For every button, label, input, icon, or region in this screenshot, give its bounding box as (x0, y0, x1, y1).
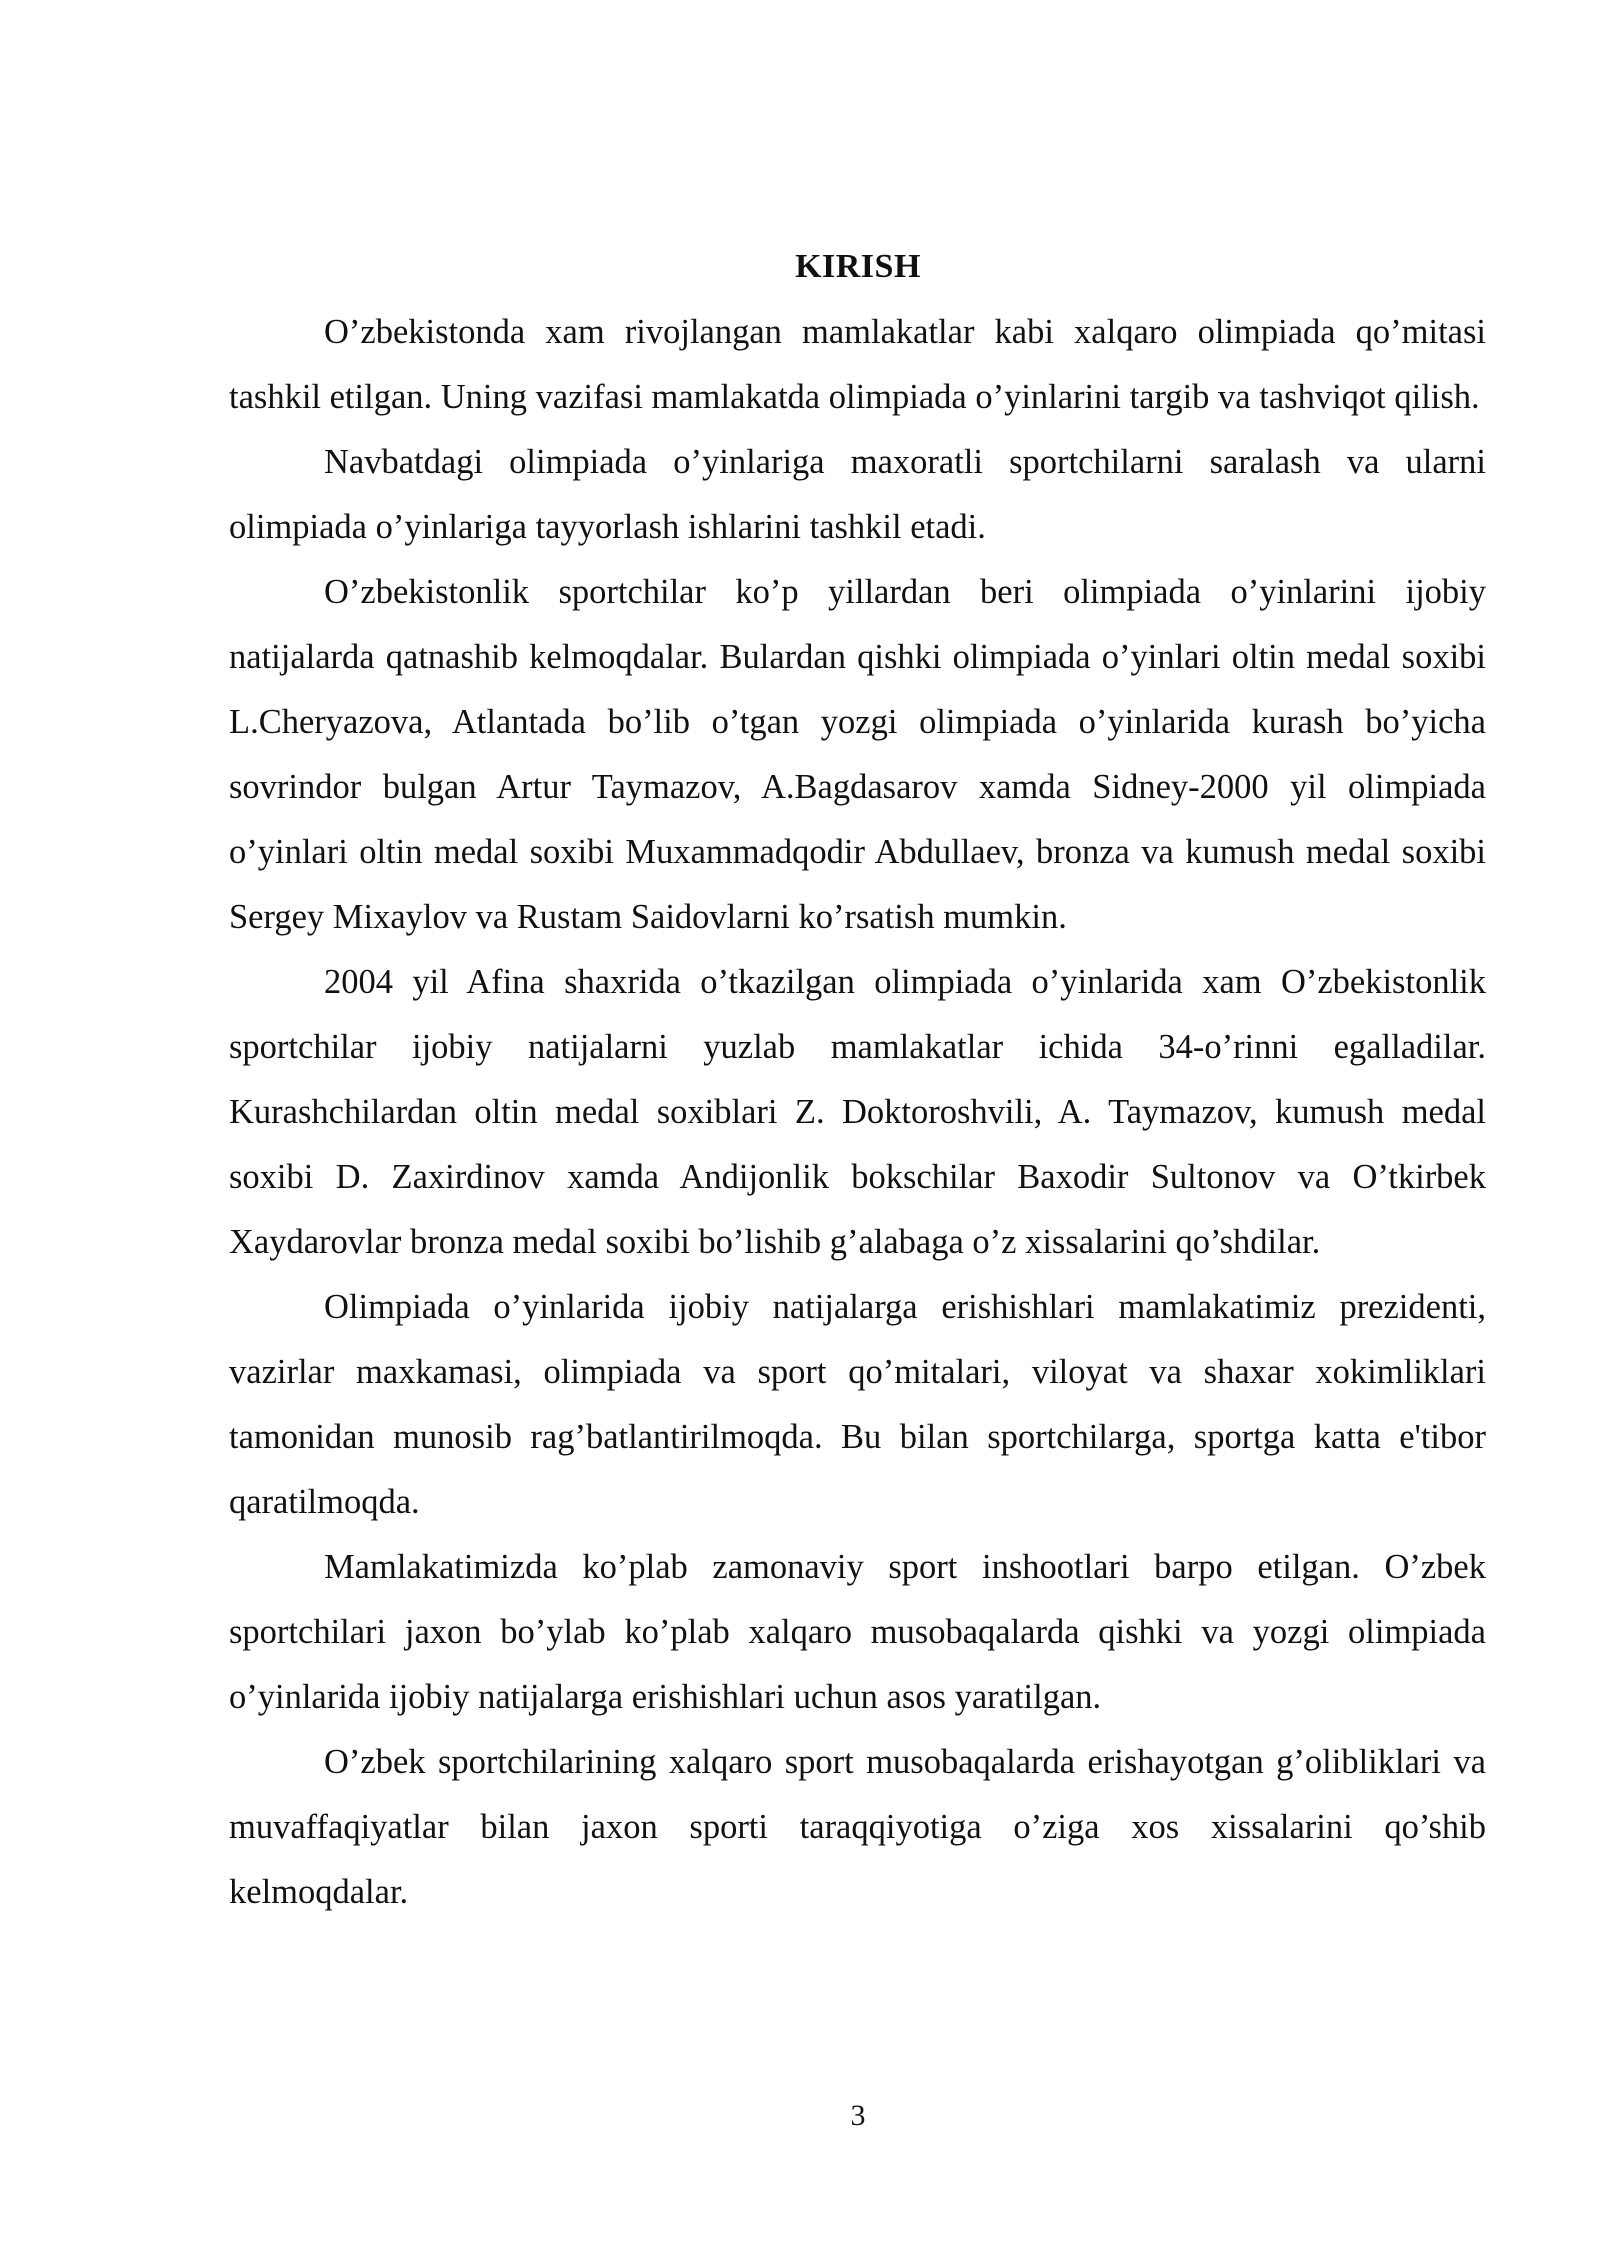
paragraph-1: O’zbekistonda xam rivojlangan mamlakatlar kabi xalqaro olimpiada qo’mitasi tashkil etilgan. Uning vazifasi mamlakatda olimpiada o’yinlarini targib va tashviqot qilish. (229, 313, 1486, 416)
section-title: KIRISH (795, 248, 921, 285)
paragraph-7: O’zbek sportchilarining xalqaro sport musobaqalarda erishayotgan g’olibliklari va muvaffaqiyatlar bilan jaxon sporti taraqqiyotiga o’ziga xos xissalarini qo’shib kelmoqdalar. (229, 1743, 1486, 1911)
page-number: 3 (850, 2099, 866, 2132)
paragraph-5: Olimpiada o’yinlarida ijobiy natijalarga erishishlari mamlakatimiz prezidenti, vazirlar maxkamasi, olimpiada va sport qo’mitalari, viloyat va shaxar xokimliklari tamonidan munosib rag’batlantirilmoqda. Bu bilan sportchilarga, sportga katta e'tibor qaratilmoqda. (229, 1288, 1486, 1521)
paragraph-3: O’zbekistonlik sportchilar ko’p yillardan beri olimpiada o’yinlarini ijobiy natijalarda qatnashib kelmoqdalar. Bulardan qishki olimpiada o’yinlari oltin medal soxibi L.Cheryazova, Atlantada bo’lib o’tgan yozgi olimpiada o’yinlarida kurash bo’yicha sovrindor bulgan Artur Taymazov, A.Bagdasarov xamda Sidney-2000 yil olimpiada o’yinlari oltin medal soxibi Muxammadqodir Abdullaev, bronza va kumush medal soxibi Sergey Mixaylov va Rustam Saidovlarni ko’rsatish mumkin. (229, 573, 1486, 936)
paragraph-6: Mamlakatimizda ko’plab zamonaviy sport inshootlari barpo etilgan. O’zbek sportchilari jaxon bo’ylab ko’plab xalqaro musobaqalarda qishki va yozgi olimpiada o’yinlarida ijobiy natijalarga erishishlari uchun asos yaratilgan. (229, 1548, 1486, 1716)
paragraph-2: Navbatdagi olimpiada o’yinlariga maxoratli sportchilarni saralash va ularni olimpiada o’yinlariga tayyorlash ishlarini tashkil etadi. (229, 443, 1486, 546)
body-text (229, 300, 1486, 1925)
paragraph-4: 2004 yil Afina shaxrida o’tkazilgan olimpiada o’yinlarida xam O’zbekistonlik sportchilar ijobiy natijalarni yuzlab mamlakatlar ichida 34-o’rinni egalladilar. Kurashchilardan oltin medal soxiblari Z. Doktoroshvili, A. Taymazov, kumush medal soxibi D. Zaxirdinov xamda Andijonlik bokschilar Baxodir Sultonov va O’tkirbek Xaydarovlar bronza medal soxibi bo’lishib g’alabaga o’z xissalarini qo’shdilar. (229, 963, 1486, 1261)
